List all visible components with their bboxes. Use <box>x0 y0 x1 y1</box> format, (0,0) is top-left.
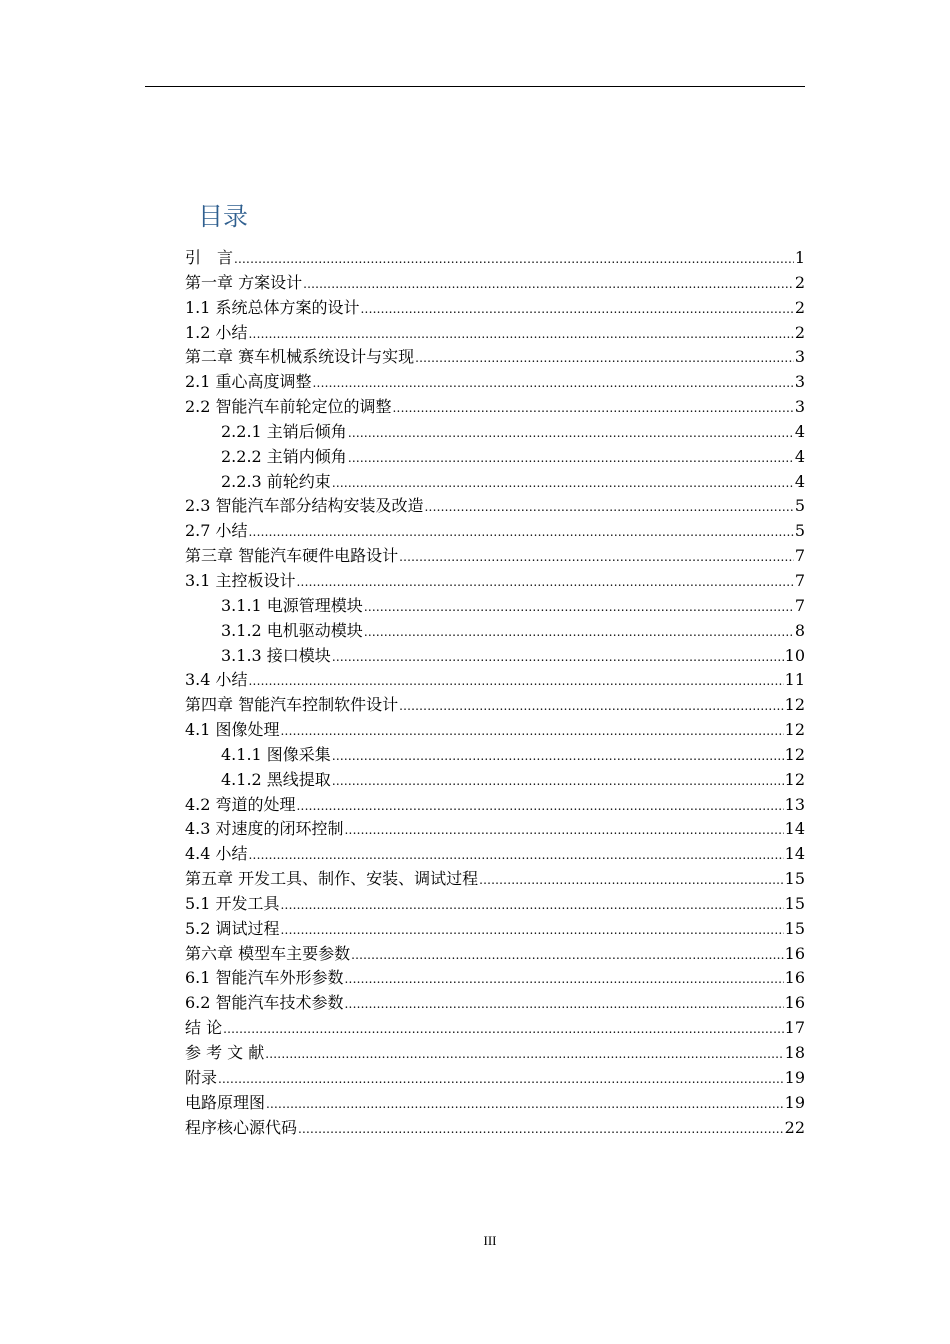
toc-leader-dots <box>265 1042 783 1067</box>
toc-title: 目录 <box>198 202 249 231</box>
toc-leader-dots <box>249 520 794 545</box>
toc-entry[interactable] <box>185 1041 805 1066</box>
toc-entry-page: 8 <box>794 620 805 640</box>
toc-entry-label: 6.1 智能汽车外形参数 <box>185 968 344 988</box>
toc-leader-dots <box>281 719 784 744</box>
toc-entry-label: 2.3 智能汽车部分结构安装及改造 <box>185 496 424 516</box>
toc-entry[interactable] <box>185 867 805 892</box>
toc-entry-page: 16 <box>784 968 805 988</box>
toc-entry[interactable] <box>185 768 805 793</box>
toc-entry[interactable] <box>185 370 805 395</box>
toc-entry-page: 5 <box>794 496 805 516</box>
toc-leader-dots <box>348 446 794 471</box>
toc-entry-label: 3.1 主控板设计 <box>185 570 296 590</box>
toc-leader-dots <box>415 346 794 371</box>
toc-entry-label: 2.2 智能汽车前轮定位的调整 <box>185 397 392 417</box>
toc-leader-dots <box>281 918 784 943</box>
toc-entry-page: 11 <box>784 670 805 690</box>
toc-entry-label: 第二章 赛车机械系统设计与实现 <box>185 347 415 367</box>
toc-entry[interactable] <box>185 470 805 495</box>
toc-entry-page: 19 <box>784 1067 805 1087</box>
toc-entry-page: 2 <box>794 272 805 292</box>
toc-leader-dots <box>332 769 784 794</box>
toc-entry[interactable] <box>185 445 805 470</box>
toc-leader-dots <box>399 694 784 719</box>
toc-entry-label: 1.2 小结 <box>185 322 248 342</box>
toc-entry-label: 第六章 模型车主要参数 <box>185 943 351 963</box>
toc-entry-page: 18 <box>784 1043 805 1062</box>
toc-entry-label: 4.4 小结 <box>185 844 248 864</box>
toc-entry-label: 4.3 对速度的闭环控制 <box>185 819 344 839</box>
toc-entry[interactable] <box>185 693 805 718</box>
toc-entry-label: 6.2 智能汽车技术参数 <box>185 993 344 1013</box>
toc-entry-page: 12 <box>784 720 805 740</box>
toc-entry-label: 电路原理图 <box>185 1092 266 1112</box>
toc-leader-dots <box>361 297 794 322</box>
toc-entry-label: 4.1 图像处理 <box>185 720 280 740</box>
toc-entry[interactable] <box>185 494 805 519</box>
toc-entry-page: 12 <box>784 744 805 764</box>
toc-entry-page: 14 <box>784 844 805 864</box>
toc-entry[interactable] <box>185 1091 805 1116</box>
toc-leader-dots <box>223 1017 784 1042</box>
toc-entry-page: 4 <box>794 421 805 441</box>
toc-entry-page: 15 <box>784 893 805 913</box>
toc-entry-page: 2 <box>794 322 805 342</box>
toc-leader-dots <box>297 794 784 819</box>
toc-leader-dots <box>218 1067 784 1092</box>
toc-entry-page: 17 <box>784 1018 805 1038</box>
toc-entry-page: 16 <box>784 943 805 963</box>
toc-entry-label: 附录 <box>185 1067 218 1087</box>
toc-entry-label: 4.1.2 黑线提取 <box>221 769 331 789</box>
toc-leader-dots <box>332 471 794 496</box>
toc-entry-page: 7 <box>794 595 805 615</box>
toc-entry-page: 1 <box>794 248 805 267</box>
toc-entry-label: 第四章 智能汽车控制软件设计 <box>185 695 399 715</box>
toc-entry[interactable] <box>185 892 805 917</box>
toc-leader-dots <box>351 943 784 968</box>
table-of-contents <box>185 246 805 1140</box>
toc-entry[interactable] <box>185 271 805 296</box>
toc-leader-dots <box>345 818 784 843</box>
toc-entry[interactable] <box>185 991 805 1016</box>
toc-entry-label: 参 考 文 献 <box>185 1043 265 1062</box>
toc-entry-page: 22 <box>784 1117 805 1137</box>
toc-leader-dots <box>234 247 794 272</box>
toc-leader-dots <box>249 322 794 347</box>
toc-entry[interactable] <box>185 966 805 991</box>
toc-entry-page: 4 <box>794 471 805 491</box>
toc-entry-label: 第三章 智能汽车硬件电路设计 <box>185 546 399 566</box>
toc-entry[interactable] <box>185 296 805 321</box>
toc-entry-page: 19 <box>784 1092 805 1112</box>
toc-entry-label: 3.1.1 电源管理模块 <box>221 595 363 615</box>
toc-entry[interactable] <box>185 917 805 942</box>
toc-entry-label: 4.2 弯道的处理 <box>185 794 296 814</box>
toc-entry-label: 2.2.3 前轮约束 <box>221 471 331 491</box>
toc-leader-dots <box>249 669 784 694</box>
toc-entry-page: 5 <box>794 521 805 541</box>
toc-entry[interactable] <box>185 594 805 619</box>
toc-leader-dots <box>297 570 794 595</box>
toc-leader-dots <box>364 595 794 620</box>
toc-leader-dots <box>303 272 794 297</box>
toc-entry[interactable] <box>185 345 805 370</box>
toc-leader-dots <box>399 545 794 570</box>
toc-entry-page: 10 <box>784 645 805 665</box>
toc-entry[interactable] <box>185 1016 805 1041</box>
toc-entry[interactable] <box>185 544 805 569</box>
toc-entry-page: 4 <box>794 446 805 466</box>
header-rule <box>145 86 805 87</box>
toc-entry-label: 3.4 小结 <box>185 670 248 690</box>
toc-entry[interactable] <box>185 644 805 669</box>
toc-leader-dots <box>298 1117 784 1142</box>
toc-entry[interactable] <box>185 842 805 867</box>
toc-leader-dots <box>364 620 794 645</box>
toc-entry[interactable] <box>185 942 805 967</box>
toc-entry[interactable] <box>185 1116 805 1141</box>
toc-leader-dots <box>266 1092 784 1117</box>
toc-leader-dots <box>345 992 784 1017</box>
toc-entry-label: 程序核心源代码 <box>185 1117 298 1137</box>
toc-entry-page: 3 <box>794 347 805 367</box>
toc-entry-label: 第一章 方案设计 <box>185 272 303 292</box>
toc-entry[interactable] <box>185 793 805 818</box>
toc-entry-label: 2.7 小结 <box>185 521 248 541</box>
toc-leader-dots <box>313 371 794 396</box>
toc-entry-label: 2.2.2 主销内倾角 <box>221 446 347 466</box>
toc-entry[interactable] <box>185 668 805 693</box>
toc-leader-dots <box>348 421 794 446</box>
toc-leader-dots <box>479 868 784 893</box>
toc-leader-dots <box>332 744 784 769</box>
toc-entry-page: 15 <box>784 869 805 889</box>
toc-entry-page: 16 <box>784 993 805 1013</box>
toc-entry-page: 15 <box>784 918 805 938</box>
toc-entry-label: 5.1 开发工具 <box>185 893 280 913</box>
toc-entry-page: 3 <box>794 397 805 417</box>
toc-entry[interactable] <box>185 420 805 445</box>
toc-entry-label: 第五章 开发工具、制作、安装、调试过程 <box>185 869 479 889</box>
toc-entry[interactable] <box>185 619 805 644</box>
toc-entry-page: 7 <box>794 546 805 566</box>
toc-entry-label: 3.1.2 电机驱动模块 <box>221 620 363 640</box>
toc-entry-label: 结 论 <box>185 1018 223 1038</box>
toc-leader-dots <box>332 645 784 670</box>
toc-entry[interactable] <box>185 246 805 271</box>
toc-entry[interactable] <box>185 569 805 594</box>
toc-leader-dots <box>345 967 784 992</box>
toc-entry-page: 12 <box>784 695 805 715</box>
toc-leader-dots <box>393 396 794 421</box>
toc-entry-page: 14 <box>784 819 805 839</box>
toc-entry-page: 12 <box>784 769 805 789</box>
toc-entry[interactable] <box>185 395 805 420</box>
toc-entry[interactable] <box>185 1066 805 1091</box>
page-number: III <box>483 1233 497 1248</box>
toc-entry-label: 引 言 <box>185 248 234 267</box>
toc-entry-page: 2 <box>794 297 805 317</box>
toc-leader-dots <box>249 843 784 868</box>
toc-entry-label: 1.1 系统总体方案的设计 <box>185 297 360 317</box>
toc-entry[interactable] <box>185 743 805 768</box>
toc-entry[interactable] <box>185 519 805 544</box>
toc-entry-label: 3.1.3 接口模块 <box>221 645 331 665</box>
toc-entry-label: 2.2.1 主销后倾角 <box>221 421 347 441</box>
toc-entry-label: 5.2 调试过程 <box>185 918 280 938</box>
toc-entry-label: 2.1 重心高度调整 <box>185 372 312 392</box>
toc-entry[interactable] <box>185 817 805 842</box>
toc-entry-page: 3 <box>794 372 805 392</box>
toc-entry-label: 4.1.1 图像采集 <box>221 744 331 764</box>
toc-entry[interactable] <box>185 321 805 346</box>
toc-leader-dots <box>425 495 794 520</box>
toc-entry[interactable] <box>185 718 805 743</box>
toc-leader-dots <box>281 893 784 918</box>
toc-entry-page: 7 <box>794 570 805 590</box>
toc-entry-page: 13 <box>784 794 805 814</box>
